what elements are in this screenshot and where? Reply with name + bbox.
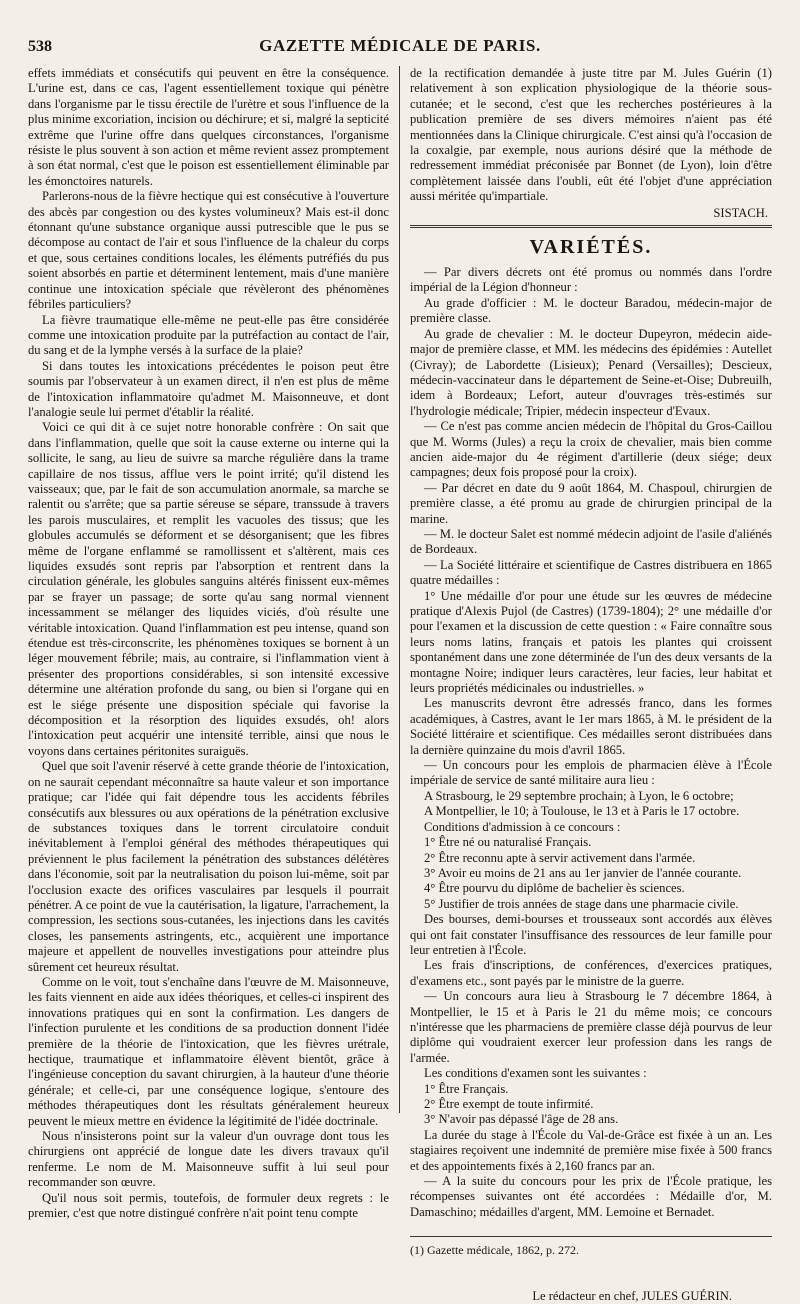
left-paragraph: Nous n'insisterons point sur la valeur d'un ouvrage dont tous les chirurgiens ont apprécié de longue date les divers travaux qu'il renferme. Le nom de M. Maisonneuve suffit à lui seul pour recommander son œuvre. <box>28 1129 389 1190</box>
news-item: Au grade d'officier : M. le docteur Baradou, médecin-major de première classe. <box>410 295 772 326</box>
page-number: 538 <box>28 38 52 55</box>
section-divider <box>410 225 772 228</box>
author-signature: SISTACH. <box>713 205 768 220</box>
news-item: Conditions d'admission à ce concours : <box>424 819 621 834</box>
news-item: — Par divers décrets ont été promus ou nommés dans l'ordre impérial de la Légion d'honneur : <box>410 265 772 295</box>
left-paragraph: Parlerons-nous de la fièvre hectique qui est consécutive à l'ouverture des abcès par congestion ou des kystes volumineux? Mais est-il donc étonnant qu'une substance organique aussi putrescible que le pus se décompose au contact de l'air et sous l'influence de la chaleur du corps et que, sous certaines conditions locales, les éléments putréfiés du pus soient absorbés en partie et déterminent lentement, mais d'une manière continue une intoxication spéciale que révèleront des phénomènes fébriles particuliers? <box>28 189 389 312</box>
news-item: Des bourses, demi-bourses et trousseaux sont accordés aux élèves qui ont fait constater l'insuffisance des ressources de leur famille pour leur entretien à l'École. <box>410 912 772 957</box>
left-paragraph: Voici ce qui dit à ce sujet notre honorable confrère : On sait que dans l'inflammation, quelle que soit la cause externe ou interne qui la sollicite, le sang, au lieu de suivre sa marche régulière dans la trame capillaire de nos tissus, afflue vers le point irrité; qu'il distend les vaisseaux; que, par le fait de son accumulation anormale, sa marche se ralentit ou s'arrête; que sa partie séreuse se sépare, transsude à travers les parois musculaires, et remplit les vacuoles des tissus; que les globules accumulés se déforment et se désorganisent; que les fibres même de l'organe enflammé se ramollissent et s'altèrent, mais ces liquides exsudés sont repris par l'absorption et rentrent dans la circulation générale, les globules sanguins altérés finissent eux-mêmes par se frayer un passage; de sorte qu'au sang normal viennent incessamment se mélanger des liquides viciés, d'où résulte une véritable intoxication. Quand l'inflammation est peu intense, quand son étendue est très-circonscrite, les phénomènes toxiques se bornent à un léger mouvement fébrile; mais, au contraire, si l'inflammation vient à présenter des proportions considérables, si son intensité excessive détermine une altération profonde du sang, ou bien si l'organe qui en est le siége présente une disposition spéciale qui favorise la décomposition et la résorption des liquides exsudés, oh! alors l'intoxication peut acquérir une intensité terrible, ainsi que nous le voyons dans certaines péritonites suraiguës. <box>28 420 389 758</box>
editor-signature: Le rédacteur en chef, JULES GUÉRIN. <box>532 1288 732 1303</box>
left-paragraph: Quel que soit l'avenir réservé à cette grande théorie de l'intoxication, on ne saurait cependant méconnaître sa haute valeur et son importance pratique; car l'idée qui fait dépendre tous les accidents fébriles consécutifs aux blessures ou aux opérations de la pénétration exclusive de substances toxiques dans le torrent circulatoire conduit inévitablement à l'emploi général des méthodes thérapeutiques qui préviennent le plus facilement la pénétration des substances délétères dans l'économie, soit par la neutralisation du poison lui-même, soit par l'occlusion exacte des orifices vasculaires par lesquels il pourrait pénétrer. A ce point de vue la cautérisation, la ligature, l'arrachement, la compression, les sections sous-cutanées, les injections dans les cavités closes, les pansements astringents, etc., acquièrent une importance majeure et appellent de nouvelles investigations pour atteindre plus sûrement cet heureux résultat. <box>28 759 389 974</box>
journal-title: GAZETTE MÉDICALE DE PARIS. <box>259 36 541 55</box>
news-item: — Un concours aura lieu à Strasbourg le 7 décembre 1864, à Montpellier, le 15 et à Paris le 21 du même mois; ce concours n'intéresse que les pharmaciens de première classe déjà pourvus de leur diplôme qui voudraient exercer leur profession dans les rangs de l'armée. <box>410 989 772 1065</box>
news-item: — Un concours pour les emplois de pharmacien élève à l'École impériale de service de santé militaire aura lieu : <box>410 758 772 788</box>
news-item: Au grade de chevalier : M. le docteur Dupeyron, médecin aide-major de première classe, et MM. les médecins des épidémies : Autellet (Civray); de Labordette (Lisieux); Penard (Versailles); Descieux, médecin-vaccinateur dans le département de Seine-et-Oise; Dubreuilh, idem à Bordeaux; Lefort, auteur d'ouvrages très-estimés sur l'hydrologie médicale; Tripier, médecin inspecteur d'Evaux. <box>410 326 772 418</box>
left-paragraph: Qu'il nous soit permis, toutefois, de formuler deux regrets : le premier, c'est que notre distingué confrère n'ait point tenu compte <box>28 1190 389 1221</box>
left-paragraph: effets immédiats et consécutifs qui peuvent en être la conséquence. L'urine est, dans ce cas, l'agent essentiellement toxique qui pénètre dans l'organisme par le tissu érectile de l'urètre et sous l'influence de la plus minime excoriation, incision ou déchirure; et si, malgré la septicité extrême que l'urine offre dans quelques circonstances, l'organisme résiste le plus souvent à son action et même revient assez promptement à son état normal, c'est que le poison est essentiellement éliminable par les émonctoires naturels. <box>28 66 389 188</box>
left-paragraph: Si dans toutes les intoxications précédentes le poison peut être soumis par l'observateur à un examen direct, il n'en est plus de même de l'intoxication inflammatoire qu'admet M. Maisonneuve, et dont l'analogie seule lui permet d'établir la réalité. <box>28 358 389 419</box>
left-column <box>28 66 400 1221</box>
news-item: — La Société littéraire et scientifique de Castres distribuera en 1865 quatre médailles : <box>410 557 772 588</box>
news-item: Les manuscrits devront être adressés franco, dans les formes académiques, à Castres, avant le 1er mars 1865, à M. le président de la Société littéraire et scientifique. Ces médailles seront distribuées dans la dernière quinzaine du mois d'avril 1865. <box>410 696 772 757</box>
left-paragraph: Comme on le voit, tout s'enchaîne dans l'œuvre de M. Maisonneuve, les faits viennent en aide aux idées théoriques, et celles-ci inspirent des innovations pratiques qui en sont la confirmation. Les dangers de l'infection purulente et les conditions de sa production donnent l'idée première de la théorie de l'intoxication, que les fièvres urétrale, hectique, traumatique et inflammatoire élèvent bientôt, grâce à l'ingénieuse conception du savant chirurgien, à la hauteur d'une théorie générale; et celle-ci, par une conséquence logique, s'entoure des méthodes thérapeutiques dont les résultats généralement heureux peuvent le mieux mettre en évidence la légitimité de l'idée doctrinale. <box>28 974 389 1128</box>
news-item: A Strasbourg, le 29 septembre prochain; à Lyon, le 6 octobre; <box>424 788 734 803</box>
footnote: (1) Gazette médicale, 1862, p. 272. <box>410 1243 579 1258</box>
news-item: 5° Justifier de trois années de stage dans une pharmacie civile. <box>424 896 739 911</box>
news-item: — Ce n'est pas comme ancien médecin de l'hôpital du Gros-Caillou que M. Worms (Jules) a reçu la croix de chevalier, mais bien comme ancien aide-major du 4e régiment d'artillerie (deux siége; deux campagnes; deux fois proposé pour la croix). <box>410 419 772 480</box>
news-item: 4° Être pourvu du diplôme de bachelier ès sciences. <box>424 881 685 896</box>
news-item: Les conditions d'examen sont les suivantes : <box>424 1066 647 1081</box>
page-header <box>28 36 772 60</box>
news-item: 1° Être né ou naturalisé Français. <box>424 835 592 850</box>
news-item: A Montpellier, le 10; à Toulouse, le 13 et à Paris le 17 octobre. <box>424 804 740 819</box>
news-item: — A la suite du concours pour les prix de l'École pratique, les récompenses suivantes ont été accordées : Médaille d'or, M. Damaschino; médailles d'argent, MM. Lemoine et Bernadet. <box>410 1174 772 1219</box>
section-title: VARIÉTÉS. <box>529 236 653 259</box>
news-item: 2° Être exempt de toute infirmité. <box>424 1097 594 1111</box>
news-item: 1° Être Français. <box>424 1081 509 1096</box>
news-item: 1° Une médaille d'or pour une étude sur les œuvres de médecine pratique d'Alexis Pujol (de Castres) (1739-1804); 2° une médaille d'or pour l'examen et la discussion de cette question : « Faire connaître sous leurs noms latins, français et patois les plantes qui croissent spontanément dans une zone déterminée de l'un des deux versants de la montagne Noire; indiquer leurs caractères, leur facies, leur habitat et leurs propriétés médicinales ou industrielles. » <box>410 588 772 696</box>
right-column <box>400 66 772 1303</box>
news-item: Les frais d'inscriptions, de conférences, d'exercices pratiques, d'examens etc., sont payés par le ministre de la guerre. <box>410 958 772 988</box>
news-item: — M. le docteur Salet est nommé médecin adjoint de l'asile d'aliénés de Bordeaux. <box>410 526 772 557</box>
news-item: 3° Avoir eu moins de 21 ans au 1er janvier de l'année courante. <box>424 865 742 880</box>
footnote-divider <box>410 1236 772 1237</box>
news-item: 3° N'avoir pas dépassé l'âge de 28 ans. <box>424 1112 619 1127</box>
left-paragraph: La fièvre traumatique elle-même ne peut-elle pas être considérée comme une intoxication produite par la putréfaction au contact de l'air, du sang et de la lymphe versés à la surface de la plaie? <box>28 312 389 358</box>
news-item: 2° Être reconnu apte à servir activement dans l'armée. <box>424 850 696 865</box>
continuation-paragraph: de la rectification demandée à juste titre par M. Jules Guérin (1) relativement à son explication physiologique de la théorie sous-cutanée; et le second, c'est que les recherches postérieures à la publication première de ses divers mémoires n'aient pas été mentionnées dans la Clinique chirurgicale. C'est ainsi qu'à l'occasion de la coxalgie, par exemple, nous aurions désiré que la méthode de redressement immédiat préconisée par Bonnet (de Lyon), loin d'être complètement laissée dans l'oubli, eût été l'objet d'une appréciation aussi méritée qu'impartiale. <box>410 66 772 204</box>
news-item: La durée du stage à l'École du Val-de-Grâce est fixée à un an. Les stagiaires reçoivent une indemnité de première mise fixée à 500 francs et des appointements fixés à 2,160 francs par an. <box>410 1127 772 1173</box>
text-columns <box>28 66 772 1303</box>
news-item: — Par décret en date du 9 août 1864, M. Chaspoul, chirurgien de première classe, a été promu au grade de chirurgien principal de la marine. <box>410 480 772 526</box>
